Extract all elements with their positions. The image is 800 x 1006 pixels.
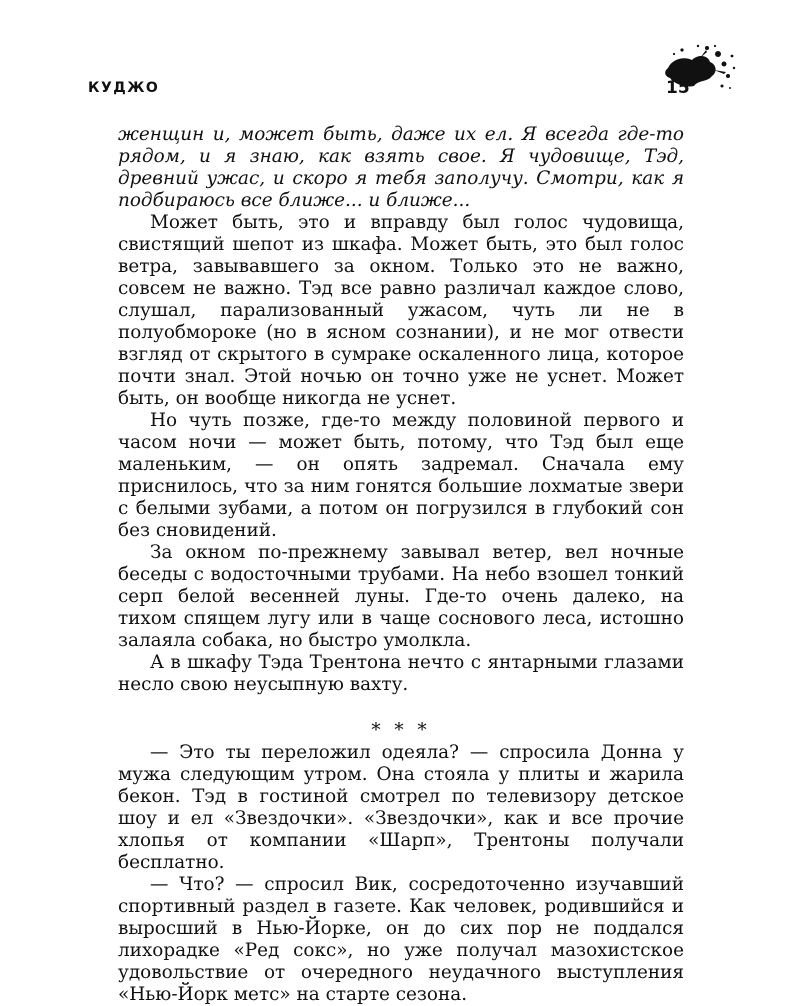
paragraph: — Что? — спросил Вик, сосредоточенно изучавший спортивный раздел в газете. Как человек, родившийся и выросший в Нью-Йорке, он до сих пор не поддался лихорадке «Ред сокс», но уже получал мазохистское удовольствие от очередного неудачного выступления «Нью-Йорк метс» на старте сезона. xyxy=(118,874,684,1005)
paragraph: А в шкафу Тэда Трентона нечто с янтарными глазами несло свою неусыпную вахту. xyxy=(118,652,684,695)
section-separator: * * * xyxy=(371,720,431,741)
paragraph: Может быть, это и вправду был голос чудовища, свистящий шепот из шкафа. Может быть, это был голос ветра, завывавшего за окном. Только это не важно, совсем не важно. Тэд все равно различал каждое слово, слушал, парализованный ужасом, чуть ли не в полуобмороке (но в ясном сознании), и не мог отвести взгляд от скрытого в сумраке оскаленного лица, которое почти знал. Этой ночью он точно уже не уснет. Может быть, он вообще никогда не уснет. xyxy=(118,212,684,409)
paragraph: женщин и, может быть, даже их ел. Я всегда где-то рядом, и я знаю, как взять свое. Я чудовище, Тэд, древний ужас, и скоро я тебя заполучу. Смотри, как я подбираюсь все ближе... и ближе... xyxy=(118,124,684,211)
page-number: 15 xyxy=(666,78,690,98)
book-title: КУДЖО xyxy=(88,80,160,96)
paragraph: За окном по-прежнему завывал ветер, вел ночные беседы с водосточными трубами. На небо взошел тонкий серп белой весенней луны. Где-то очень далеко, на тихом спящем лугу или в чаще соснового леса, истошно залаяла собака, но быстро умолкла. xyxy=(118,542,684,651)
paragraph: Но чуть позже, где-то между половиной первого и часом ночи — может быть, потому, что Тэд был еще маленьким, — он опять задремал. Сначала ему приснилось, что за ним гонятся большие лохматые звери с белыми зубами, а потом он погрузился в глубокий сон без сновидений. xyxy=(118,410,684,541)
paragraph: — Это ты переложил одеяла? — спросила Донна у мужа следующим утром. Она стояла у плиты и жарила бекон. Тэд в гостиной смотрел по телевизору детское шоу и ел «Звездочки». «Звездочки», как и все прочие хлопья от компании «Шарп», Трентоны получали бесплатно. xyxy=(118,742,684,873)
page-body xyxy=(118,124,684,1006)
